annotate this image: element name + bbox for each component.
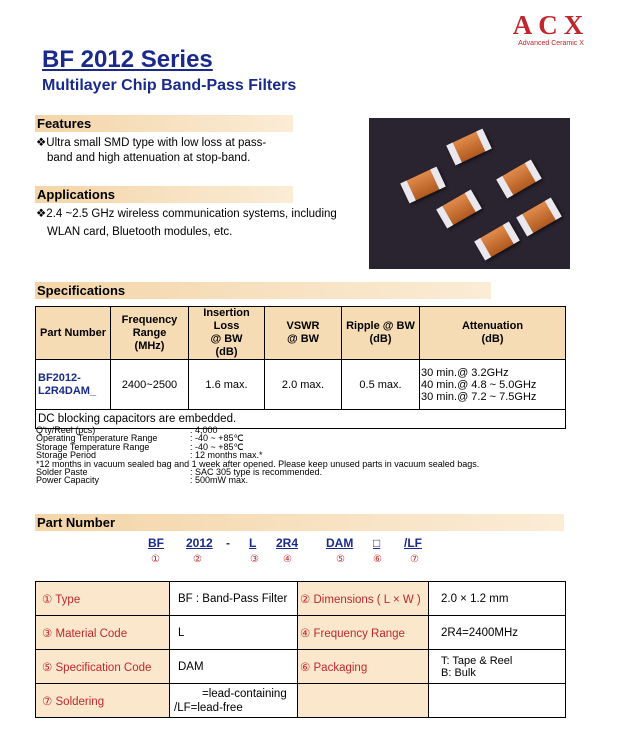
num-7: ⑦ [410,554,419,565]
storage-temp-value: : -40 ~ +85℃ [190,441,244,452]
material-value: L [170,616,298,650]
material-label: ③ Material Code [36,616,170,650]
code-frequency: 2R4 [276,536,299,550]
num-6: ⑥ [373,554,382,565]
packaging-label: ⑥ Packaging [298,650,429,684]
cell-frequency: 2400~2500 [111,360,189,410]
dimensions-label: ② Dimensions ( L × W ) [298,582,429,616]
features-line-2: band and high attenuation at stop-band. [47,152,251,164]
acx-logo [506,12,596,47]
parts-row-1 [36,582,566,616]
num-3: ③ [250,554,259,565]
packaging-value: T: Tape & Reel B: Bulk [429,650,566,684]
storage-period-value: : 12 months max.* [190,450,263,461]
num-4: ④ [283,554,292,565]
applications-line-1: ❖2.4 ~2.5 GHz wireless communication systems, including [36,208,337,220]
cell-insertion-loss: 1.6 max. [189,360,265,410]
code-soldering: /LF [404,536,422,550]
op-temp-label: Operating Temperature Range [36,433,158,444]
spec-note: DC blocking capacitors are embedded. [36,410,566,429]
page-subtitle: Multilayer Chip Band-Pass Filters [42,77,297,94]
frequency-range-value: 2R4=2400MHz [429,616,566,650]
storage-footnote: *12 months in vacuum sealed bag and 1 week after opened. Please keep unused parts in vacuum sealed bags. [36,458,480,469]
num-2: ② [193,554,202,565]
op-temp-value: : -40 ~ +85℃ [190,433,244,444]
hdr-frequency: Frequency Range (MHz) [111,307,189,360]
code-material: L [249,536,257,550]
code-type: BF [148,536,164,550]
logo-text: ACX [512,10,590,40]
type-label: ① Type [36,582,170,616]
cell-attenuation: 30 min.@ 3.2GHz 40 min.@ 4.8 ~ 5.0GHz 30 min.@ 7.2 ~ 7.5GHz [420,360,566,410]
storage-temp-label: Storage Temperature Range [36,441,150,452]
part-number-table [35,581,566,718]
code-dash: - [226,536,230,550]
storage-period-label: Storage Period [36,450,97,461]
spec-header-row [36,307,566,360]
spec-notes [36,426,479,485]
parts-row-4 [36,684,566,718]
hdr-ripple: Ripple @ BW (dB) [342,307,420,360]
num-1: ① [151,554,160,565]
cell-part-number: BF2012- L2R4DAM_ [36,360,111,410]
cell-ripple: 0.5 max. [342,360,420,410]
spec-data-row [36,360,566,410]
code-packaging: □ [373,536,381,550]
features-line-1: ❖Ultra small SMD type with low loss at pass- [36,137,267,149]
hdr-vswr: VSWR @ BW [265,307,342,360]
soldering-value: =lead-containing /LF=lead-free [170,684,298,718]
parts-row-3 [36,650,566,684]
soldering-label: ⑦ Soldering [36,684,170,718]
product-photo [369,118,570,269]
logo-tagline: Advanced Ceramic X [518,40,584,47]
part-number-heading: Part Number [35,514,564,531]
solder-value: : SAC 305 type is recommended. [190,467,323,478]
code-dimensions: 2012 [186,536,213,550]
spec-code-label: ⑤ Specification Code [36,650,170,684]
applications-line-2: WLAN card, Bluetooth modules, etc. [47,226,233,238]
power-label: Power Capacity [36,475,100,486]
page-title: BF 2012 Series [42,46,213,73]
specifications-heading: Specifications [35,282,491,299]
parts-row-2 [36,616,566,650]
hdr-part-number: Part Number [36,307,111,360]
empty-label-cell [298,684,429,718]
specifications-table [35,306,566,429]
code-spec: DAM [326,536,354,550]
hdr-insertion-loss: Insertion Loss @ BW (dB) [189,307,265,360]
qty-label: Q'ty/Reel (pcs) [36,425,96,435]
num-5: ⑤ [336,554,345,565]
power-value: : 500mW max. [190,475,249,486]
solder-label: Solder Paste [36,467,88,478]
dimensions-value: 2.0 × 1.2 mm [429,582,566,616]
qty-value: : 4,000 [190,425,218,435]
spec-code-value: DAM [170,650,298,684]
type-value: BF : Band-Pass Filter [170,582,298,616]
features-heading: Features [35,115,293,132]
cell-vswr: 2.0 max. [265,360,342,410]
empty-value-cell [429,684,566,718]
hdr-attenuation: Attenuation (dB) [420,307,566,360]
applications-heading: Applications [35,186,293,203]
frequency-range-label: ④ Frequency Range [298,616,429,650]
